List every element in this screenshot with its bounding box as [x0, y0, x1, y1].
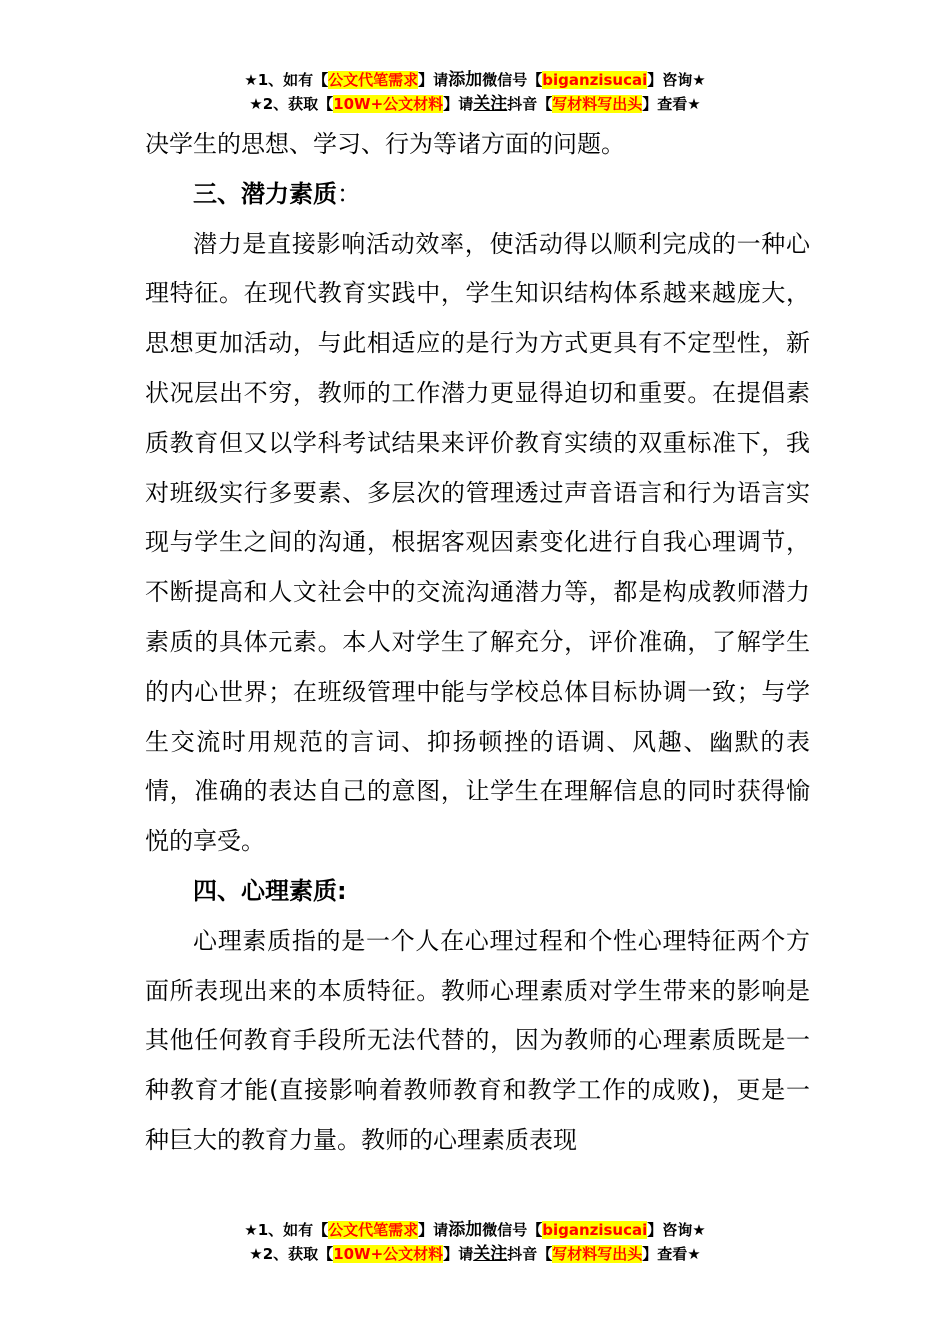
heading-colon: ：	[337, 179, 361, 208]
paragraph-continuation: 决学生的思想、学习、行为等诸方面的问题。	[145, 130, 625, 158]
banner-highlight: 写材料写出头	[552, 1245, 643, 1263]
banner-highlight: 公文代笔需求	[328, 71, 419, 89]
banner-highlight: 写材料写出头	[552, 95, 643, 113]
banner-text: ★1、如有【	[244, 1221, 329, 1239]
wechat-id: biganzisucai	[542, 71, 648, 89]
banner-text: ★2、获取【	[249, 95, 334, 113]
banner-text: ★1、如有【	[244, 71, 329, 89]
banner-text: 抖音【	[507, 95, 553, 113]
banner-text: 】请	[418, 71, 449, 89]
header-banner	[0, 68, 950, 116]
banner-text: 抖音【	[507, 1245, 553, 1263]
banner-text: 关注	[473, 94, 508, 114]
banner-highlight: 10W+公文材料	[333, 1245, 444, 1263]
banner-highlight: 公文代笔需求	[328, 1221, 419, 1239]
banner-text: ★2、获取【	[249, 1245, 334, 1263]
banner-text: 】请	[418, 1221, 449, 1239]
banner-text: 微信号【	[482, 71, 543, 89]
banner-text: 】请	[443, 95, 474, 113]
banner-text: 】请	[443, 1245, 474, 1263]
banner-line-2	[0, 92, 950, 116]
section-heading-4: 四、心理素质:	[193, 876, 347, 905]
banner-text: 】咨询★	[647, 1221, 706, 1239]
section-heading-3	[145, 170, 810, 220]
footer-banner	[0, 1218, 950, 1266]
document-body	[145, 120, 810, 1166]
banner-text: 添加	[448, 1220, 483, 1240]
banner-text: 】咨询★	[647, 71, 706, 89]
banner-line-1	[0, 68, 950, 92]
wechat-id: biganzisucai	[542, 1221, 648, 1239]
banner-text: 添加	[448, 70, 483, 90]
paragraph-psychology: 心理素质指的是一个人在心理过程和个性心理特征两个方面所表现出来的本质特征。教师心理素质对学生带来的影响是其他任何教育手段所无法代替的，因为教师的心理素质既是一种教育才能(直接影响着教师教育和教学工作的成败)，更是一种巨大的教育力量。教师的心理素质表现	[145, 926, 810, 1154]
banner-text: 关注	[473, 1244, 508, 1264]
paragraph-potential: 潜力是直接影响活动效率，使活动得以顺利完成的一种心理特征。在现代教育实践中，学生知识结构体系越来越庞大，思想更加活动，与此相适应的是行为方式更具有不定型性，新状况层出不穷，教师的工作潜力更显得迫切和重要。在提倡素质教育但又以学科考试结果来评价教育实绩的双重标准下，我对班级实行多要素、多层次的管理透过声音语言和行为语言实现与学生之间的沟通，根据客观因素变化进行自我心理调节，不断提高和人文社会中的交流沟通潜力等，都是构成教师潜力素质的具体元素。本人对学生了解充分，评价准确，了解学生的内心世界；在班级管理中能与学校总体目标协调一致；与学生交流时用规范的言词、抑扬顿挫的语调、风趣、幽默的表情，准确的表达自己的意图，让学生在理解信息的同时获得愉悦的享受。	[145, 229, 810, 856]
banner-text: 微信号【	[482, 1221, 543, 1239]
banner-text: 】查看★	[642, 1245, 701, 1263]
banner-line-1	[0, 1218, 950, 1242]
banner-line-2	[0, 1242, 950, 1266]
heading-text: 三、潜力素质	[193, 179, 337, 208]
banner-highlight: 10W+公文材料	[333, 95, 444, 113]
banner-text: 】查看★	[642, 95, 701, 113]
